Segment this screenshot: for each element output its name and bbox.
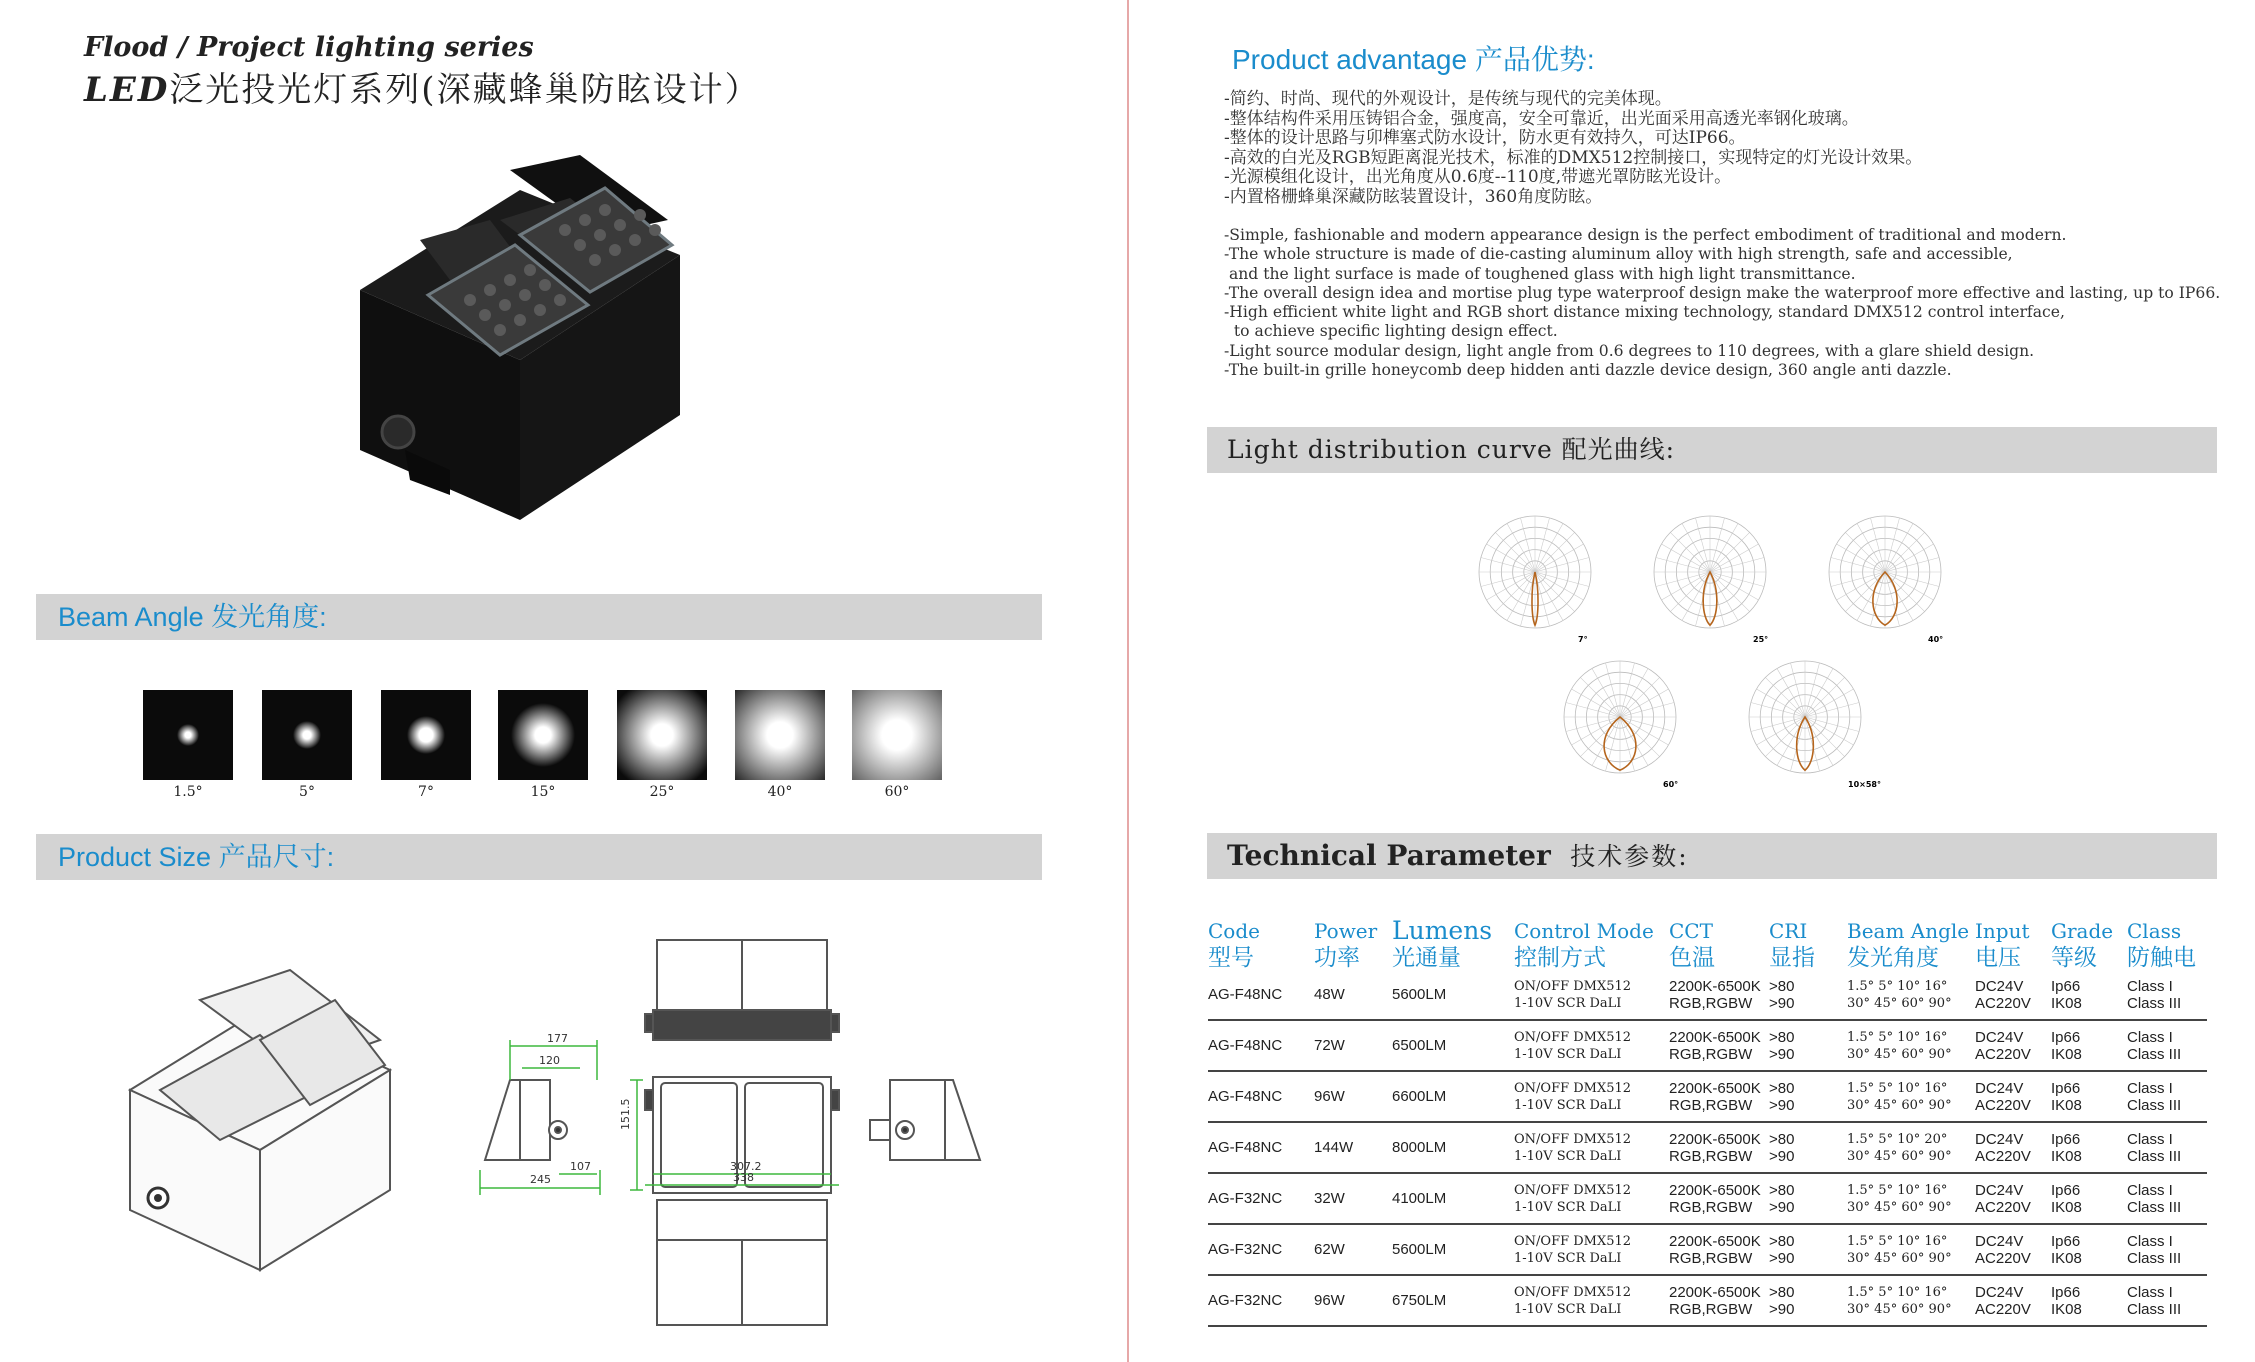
cell-beam-line: 30° 45° 60° 90° [1847, 995, 1952, 1011]
product-photo [350, 150, 680, 520]
cell-cct [1669, 1122, 1769, 1173]
cell-lumens: 5600LM [1392, 970, 1514, 1020]
cell-grade [2051, 1071, 2127, 1122]
cell-code: AG-F48NC [1208, 1122, 1314, 1173]
cell-cct-line: RGB,RGBW [1669, 1198, 1753, 1216]
cell-beam [1847, 1122, 1975, 1173]
table-header-cell [2051, 918, 2127, 970]
cell-input-line: AC220V [1975, 1045, 2031, 1063]
cell-cri-line: >80 [1769, 1079, 1795, 1097]
cell-cct-line: RGB,RGBW [1669, 1249, 1753, 1267]
cell-input [1975, 1275, 2051, 1326]
polar-label: 10×58° [1848, 780, 1881, 789]
cell-cct-line: RGB,RGBW [1669, 1300, 1753, 1318]
cell-cct [1669, 1275, 1769, 1326]
cell-cct-line: 2200K-6500K [1669, 1283, 1761, 1301]
header-cn: 防触电 [2127, 944, 2196, 970]
cell-grade-line: Ip66 [2051, 1079, 2081, 1097]
cell-power: 144W [1314, 1122, 1392, 1173]
beam-sample [262, 690, 352, 780]
cell-cri-line: >90 [1769, 1300, 1795, 1318]
cell-power: 32W [1314, 1173, 1392, 1224]
header-cn: 光通量 [1392, 944, 1461, 970]
beam-label: 1.5° [173, 784, 203, 800]
header-cn: 发光角度 [1847, 944, 1939, 970]
table-row [1208, 1224, 2207, 1275]
beam-sample [381, 690, 471, 780]
cell-class-line: Class III [2127, 1096, 2182, 1114]
table-header-cell [1392, 918, 1514, 970]
cell-input-line: AC220V [1975, 1300, 2031, 1318]
table-header-cell [1514, 918, 1669, 970]
cell-input-line: AC220V [1975, 994, 2031, 1012]
cell-control [1514, 1224, 1669, 1275]
cell-cct [1669, 1071, 1769, 1122]
header-cn: 显指 [1769, 944, 1815, 970]
cell-grade-line: Ip66 [2051, 1181, 2081, 1199]
cell-control [1514, 1020, 1669, 1071]
tech-title [1207, 833, 2217, 880]
cell-grade-line: IK08 [2051, 1045, 2082, 1063]
cell-lumens: 4100LM [1392, 1173, 1514, 1224]
polar-curve [1740, 655, 1881, 790]
tech-table [1208, 918, 2207, 1327]
cell-cri [1769, 1173, 1847, 1224]
advantage-title: Product advantage 产品优势: [1232, 44, 1595, 75]
cell-beam-line: 30° 45° 60° 90° [1847, 1148, 1952, 1164]
cell-cri [1769, 1122, 1847, 1173]
dim-151: 151.5 [619, 1098, 632, 1130]
beam-sample [617, 690, 707, 780]
beam-angle-bar [36, 594, 1042, 640]
header-cn: 功率 [1314, 944, 1360, 970]
cell-class [2127, 1020, 2207, 1071]
beam-label: 7° [418, 784, 434, 800]
header-en: CRI [1769, 919, 1808, 943]
header-en: Grade [2051, 919, 2114, 943]
cell-grade-line: IK08 [2051, 994, 2082, 1012]
cell-cct-line: RGB,RGBW [1669, 1147, 1753, 1165]
cell-input [1975, 970, 2051, 1020]
beam-angle-title: Beam Angle 发光角度: [58, 602, 327, 632]
cell-control-line: 1-10V SCR DaLI [1514, 1250, 1622, 1266]
cell-beam-line: 1.5° 5° 10° 16° [1847, 1029, 1948, 1045]
header-en: Control Mode [1514, 919, 1654, 943]
cell-input [1975, 1071, 2051, 1122]
series-led: LED [84, 70, 170, 110]
advantage-item-en: -Simple, fashionable and modern appearance design is the perfect embodiment of traditional and modern. [1224, 226, 2067, 244]
cell-cri-line: >90 [1769, 1249, 1795, 1267]
cell-grade-line: Ip66 [2051, 1130, 2081, 1148]
cell-cri-line: >90 [1769, 1147, 1795, 1165]
cell-cct-line: RGB,RGBW [1669, 994, 1753, 1012]
isometric-drawing [120, 970, 400, 1270]
cell-class-line: Class I [2127, 1130, 2173, 1148]
cell-cri-line: >90 [1769, 1198, 1795, 1216]
table-row [1208, 1071, 2207, 1122]
table-row [1208, 1275, 2207, 1326]
table-header-cell [2127, 918, 2207, 970]
cell-grade [2051, 1173, 2127, 1224]
table-header-cell [1975, 918, 2051, 970]
header-cn: 色温 [1669, 944, 1715, 970]
cell-class-line: Class III [2127, 1147, 2182, 1165]
cell-control-line: 1-10V SCR DaLI [1514, 1046, 1622, 1062]
dim-245: 245 [530, 1173, 551, 1186]
cell-cct-line: 2200K-6500K [1669, 1181, 1761, 1199]
beam-label: 40° [767, 784, 793, 800]
cell-input-line: AC220V [1975, 1147, 2031, 1165]
cell-beam-line: 30° 45° 60° 90° [1847, 1301, 1952, 1317]
cell-beam-line: 1.5° 5° 10° 16° [1847, 1182, 1948, 1198]
cell-beam [1847, 970, 1975, 1020]
cell-beam-line: 1.5° 5° 10° 16° [1847, 1284, 1948, 1300]
cell-input-line: DC24V [1975, 977, 2024, 995]
cell-control-line: ON/OFF DMX512 [1514, 1029, 1632, 1045]
cell-cct-line: RGB,RGBW [1669, 1045, 1753, 1063]
beam-sample [735, 690, 825, 780]
cell-class-line: Class III [2127, 1198, 2182, 1216]
table-header-cell [1769, 918, 1847, 970]
cell-input [1975, 1020, 2051, 1071]
cell-class [2127, 1275, 2207, 1326]
cell-grade-line: IK08 [2051, 1300, 2082, 1318]
dim-107: 107 [570, 1160, 591, 1173]
table-row [1208, 1122, 2207, 1173]
cell-control-line: ON/OFF DMX512 [1514, 1284, 1632, 1300]
table-header-cell [1208, 918, 1314, 970]
polar-label: 25° [1753, 635, 1769, 644]
cell-class [2127, 1071, 2207, 1122]
cell-grade [2051, 970, 2127, 1020]
cell-class [2127, 970, 2207, 1020]
advantage-item-en: -The built-in grille honeycomb deep hidden anti dazzle device design, 360 angle anti dazzle. [1224, 361, 1952, 380]
cell-class-line: Class III [2127, 994, 2182, 1012]
table-header-cell [1669, 918, 1769, 970]
header-en: CCT [1669, 919, 1713, 943]
cell-cri-line: >80 [1769, 1130, 1795, 1148]
cell-lumens: 6500LM [1392, 1020, 1514, 1071]
cell-code: AG-F48NC [1208, 1071, 1314, 1122]
beam-label: 25° [649, 784, 675, 800]
cell-class-line: Class I [2127, 1181, 2173, 1199]
advantage-item-en: -The overall design idea and mortise plug type waterproof design make the waterproof more effective and lasting, up to IP66. [1224, 283, 2221, 302]
cell-cct [1669, 1224, 1769, 1275]
dim-177: 177 [547, 1032, 568, 1045]
polar-label: 60° [1663, 780, 1679, 789]
table-header-cell [1847, 918, 1975, 970]
cell-grade-line: Ip66 [2051, 977, 2081, 995]
cell-cct-line: 2200K-6500K [1669, 1079, 1761, 1097]
beam-sample [498, 690, 588, 780]
cell-code: AG-F32NC [1208, 1173, 1314, 1224]
cell-lumens: 8000LM [1392, 1122, 1514, 1173]
cell-class-line: Class III [2127, 1300, 2182, 1318]
cell-power: 96W [1314, 1071, 1392, 1122]
polar-curve [1820, 510, 1950, 645]
cell-cri [1769, 970, 1847, 1020]
table-row [1208, 970, 2207, 1020]
cell-input-line: AC220V [1975, 1198, 2031, 1216]
cell-control [1514, 970, 1669, 1020]
cell-input-line: DC24V [1975, 1028, 2024, 1046]
cell-control [1514, 1122, 1669, 1173]
cell-input [1975, 1122, 2051, 1173]
cell-cct-line: 2200K-6500K [1669, 1232, 1761, 1250]
cell-cri-line: >80 [1769, 1028, 1795, 1046]
cell-grade [2051, 1122, 2127, 1173]
cell-cct [1669, 970, 1769, 1020]
cell-control-line: ON/OFF DMX512 [1514, 1131, 1632, 1147]
cell-cct-line: 2200K-6500K [1669, 977, 1761, 995]
cell-power: 62W [1314, 1224, 1392, 1275]
cell-cri [1769, 1020, 1847, 1071]
cell-grade-line: IK08 [2051, 1147, 2082, 1165]
header-en: Power [1314, 919, 1378, 943]
cell-control-line: 1-10V SCR DaLI [1514, 995, 1622, 1011]
cell-lumens: 6750LM [1392, 1275, 1514, 1326]
cell-beam-line: 30° 45° 60° 90° [1847, 1250, 1952, 1266]
tech-title-en: Technical Parameter [1227, 839, 1551, 872]
cell-beam [1847, 1224, 1975, 1275]
cell-grade-line: Ip66 [2051, 1028, 2081, 1046]
cell-code: AG-F32NC [1208, 1224, 1314, 1275]
header-cn: 控制方式 [1514, 944, 1606, 970]
cell-control [1514, 1071, 1669, 1122]
advantage-item-cn: -整体结构件采用压铸铝合金，强度高，安全可靠近，出光面采用高透光率钢化玻璃。 [1224, 108, 1859, 129]
cell-control-line: 1-10V SCR DaLI [1514, 1097, 1622, 1113]
cell-control-line: ON/OFF DMX512 [1514, 1080, 1632, 1096]
cell-power: 72W [1314, 1020, 1392, 1071]
tech-title-cn: 技术参数: [1570, 842, 1689, 871]
cell-beam-line: 1.5° 5° 10° 16° [1847, 978, 1948, 994]
dim-120: 120 [539, 1054, 560, 1067]
cell-input-line: DC24V [1975, 1079, 2024, 1097]
cell-cri-line: >90 [1769, 994, 1795, 1012]
cell-class-line: Class III [2127, 1045, 2182, 1063]
cell-class-line: Class III [2127, 1249, 2182, 1267]
cell-class-line: Class I [2127, 1028, 2173, 1046]
cell-input [1975, 1224, 2051, 1275]
polar-curve [1645, 510, 1775, 645]
header-cn: 等级 [2051, 944, 2097, 970]
cell-input-line: DC24V [1975, 1130, 2024, 1148]
header-en: Class [2127, 919, 2182, 943]
cell-power: 96W [1314, 1275, 1392, 1326]
cell-input-line: AC220V [1975, 1249, 2031, 1267]
cell-control-line: ON/OFF DMX512 [1514, 978, 1632, 994]
cell-power: 48W [1314, 970, 1392, 1020]
header-en: Lumens [1392, 916, 1493, 945]
polar-curve [1470, 510, 1600, 645]
product-size-bar [36, 834, 1042, 880]
cell-input-line: DC24V [1975, 1283, 2024, 1301]
cell-grade-line: Ip66 [2051, 1283, 2081, 1301]
cell-beam [1847, 1020, 1975, 1071]
beam-label: 60° [884, 784, 910, 800]
cell-beam-line: 30° 45° 60° 90° [1847, 1097, 1952, 1113]
cell-class [2127, 1122, 2207, 1173]
cell-control [1514, 1173, 1669, 1224]
advantage-item-en: and the light surface is made of toughened glass with high light transmittance. [1224, 264, 1856, 283]
cell-grade-line: Ip66 [2051, 1232, 2081, 1250]
cell-input-line: DC24V [1975, 1181, 2024, 1199]
advantage-item-cn: -光源模组化设计，出光角度从0.6度--110度,带遮光罩防眩光设计。 [1224, 167, 1732, 187]
page-divider [1127, 0, 1129, 1362]
beam-sample [852, 690, 942, 780]
dim-338: 338 [733, 1171, 754, 1184]
cell-input-line: AC220V [1975, 1096, 2031, 1114]
cell-cct-line: 2200K-6500K [1669, 1130, 1761, 1148]
table-row [1208, 1173, 2207, 1224]
cell-grade [2051, 1275, 2127, 1326]
cell-class-line: Class I [2127, 1283, 2173, 1301]
cell-input-line: DC24V [1975, 1232, 2024, 1250]
dimension-drawings [475, 930, 1015, 1330]
advantage-item-en: -High efficient white light and RGB short distance mixing technology, standard DMX512 control interface, [1224, 303, 2065, 322]
cell-beam-line: 1.5° 5° 10° 16° [1847, 1233, 1948, 1249]
cell-beam [1847, 1275, 1975, 1326]
product-size-title: Product Size 产品尺寸: [58, 842, 335, 872]
table-header-cell [1314, 918, 1392, 970]
beam-sample [143, 690, 233, 780]
advantage-item-cn: -简约、时尚、现代的外观设计，是传统与现代的完美体现。 [1224, 89, 1672, 109]
advantage-item-en: -The whole structure is made of die-casting aluminum alloy with high strength, safe and accessible, [1224, 245, 2013, 264]
cell-beam [1847, 1071, 1975, 1122]
cell-control [1514, 1275, 1669, 1326]
advantage-item-cn: -高效的白光及RGB短距离混光技术，标准的DMX512控制接口，实现特定的灯光设计效果。 [1224, 147, 1923, 168]
cell-cri [1769, 1224, 1847, 1275]
polar-label: 7° [1578, 635, 1588, 644]
cell-code: AG-F48NC [1208, 1020, 1314, 1071]
cell-beam [1847, 1173, 1975, 1224]
cell-beam-line: 1.5° 5° 10° 16° [1847, 1080, 1948, 1096]
advantage-item-en: -Light source modular design, light angle from 0.6 degrees to 110 degrees, with a glare shield design. [1224, 341, 2035, 360]
header-en: Code [1208, 919, 1260, 943]
cell-cri-line: >80 [1769, 977, 1795, 995]
cell-class-line: Class I [2127, 1079, 2173, 1097]
beam-label: 15° [530, 784, 556, 800]
cell-class-line: Class I [2127, 1232, 2173, 1250]
cell-grade-line: IK08 [2051, 1096, 2082, 1114]
advantage-item-en: to achieve specific lighting design effect. [1224, 322, 1558, 341]
cell-lumens: 6600LM [1392, 1071, 1514, 1122]
cell-input [1975, 1173, 2051, 1224]
cell-class-line: Class I [2127, 977, 2173, 995]
cell-grade-line: IK08 [2051, 1198, 2082, 1216]
cell-beam-line: 30° 45° 60° 90° [1847, 1199, 1952, 1215]
cell-cct-line: 2200K-6500K [1669, 1028, 1761, 1046]
cell-grade [2051, 1020, 2127, 1071]
advantage-list-cn [1224, 90, 1922, 207]
cell-control-line: ON/OFF DMX512 [1514, 1182, 1632, 1198]
cell-control-line: 1-10V SCR DaLI [1514, 1301, 1622, 1317]
dim-307: 307.2 [730, 1160, 762, 1173]
cell-lumens: 5600LM [1392, 1224, 1514, 1275]
cell-code: AG-F32NC [1208, 1275, 1314, 1326]
cell-cct [1669, 1173, 1769, 1224]
cell-cri-line: >80 [1769, 1181, 1795, 1199]
header-en: Input [1975, 919, 2030, 943]
cell-grade [2051, 1224, 2127, 1275]
cell-beam-line: 1.5° 5° 10° 20° [1847, 1131, 1948, 1147]
beam-label: 5° [299, 784, 315, 800]
polar-label: 40° [1928, 635, 1944, 644]
polar-curve [1555, 655, 1685, 790]
table-row [1208, 1020, 2207, 1071]
table-header-row [1208, 918, 2207, 970]
cell-cri [1769, 1275, 1847, 1326]
ldc-bar [1207, 427, 2217, 473]
cell-cri-line: >90 [1769, 1045, 1795, 1063]
tech-bar [1207, 833, 2217, 879]
cell-cri-line: >90 [1769, 1096, 1795, 1114]
series-title-en: Flood / Project lighting series [84, 32, 534, 63]
cell-cct-line: RGB,RGBW [1669, 1096, 1753, 1114]
cell-class [2127, 1173, 2207, 1224]
cell-beam-line: 30° 45° 60° 90° [1847, 1046, 1952, 1062]
advantage-item-cn: -内置格栅蜂巢深藏防眩装置设计，360角度防眩。 [1224, 186, 1603, 207]
cell-cct [1669, 1020, 1769, 1071]
cell-cri-line: >80 [1769, 1232, 1795, 1250]
table-body [1208, 970, 2207, 1326]
header-cn: 电压 [1975, 944, 2021, 970]
cell-grade-line: IK08 [2051, 1249, 2082, 1267]
header-cn: 型号 [1208, 944, 1254, 970]
cell-cri [1769, 1071, 1847, 1122]
advantage-list-en [1224, 226, 2220, 380]
cell-code: AG-F48NC [1208, 970, 1314, 1020]
cell-control-line: 1-10V SCR DaLI [1514, 1199, 1622, 1215]
cell-cri-line: >80 [1769, 1283, 1795, 1301]
ldc-title: Light distribution curve 配光曲线: [1227, 435, 1676, 464]
series-title-cn [84, 62, 761, 111]
cell-control-line: ON/OFF DMX512 [1514, 1233, 1632, 1249]
advantage-item-cn: -整体的设计思路与卯榫塞式防水设计，防水更有效持久，可达IP66。 [1224, 128, 1746, 148]
series-cn-text: 泛光投光灯系列(深藏蜂巢防眩设计） [169, 70, 761, 110]
cell-control-line: 1-10V SCR DaLI [1514, 1148, 1622, 1164]
header-en: Beam Angle [1847, 919, 1970, 943]
cell-class [2127, 1224, 2207, 1275]
